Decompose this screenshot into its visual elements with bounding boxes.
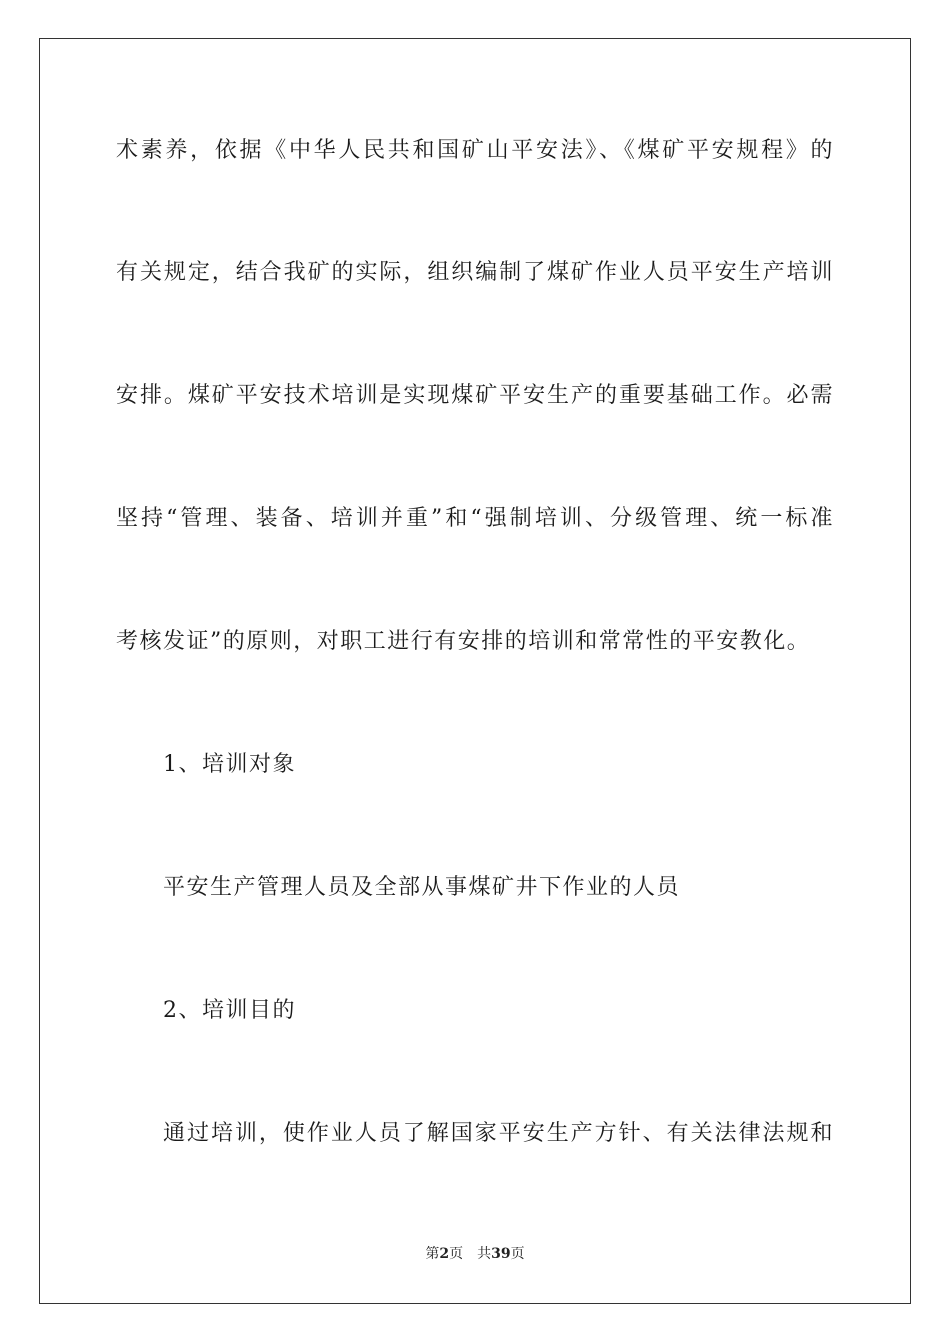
section-heading-1: 1、培训对象 [163, 752, 296, 777]
section-content-1: 平安生产管理人员及全部从事煤矿井下作业的人员 [163, 875, 681, 900]
body-line-5: 考核发证”的原则，对职工进行有安排的培训和常常性的平安教化。 [116, 629, 811, 654]
total-pages: 39 [491, 1246, 511, 1262]
total-suffix: 页 [510, 1246, 525, 1262]
body-line-1: 术素养，依据《中华人民共和国矿山平安法》、《煤矿平安规程》的 [116, 138, 834, 163]
page-border [39, 38, 911, 1304]
section-heading-2: 2、培训目的 [163, 998, 296, 1023]
body-line-2: 有关规定，结合我矿的实际，组织编制了煤矿作业人员平安生产培训 [116, 260, 834, 285]
page-suffix: 页 [449, 1246, 464, 1262]
total-prefix: 共 [477, 1246, 492, 1262]
body-line-3: 安排。煤矿平安技术培训是实现煤矿平安生产的重要基础工作。必需 [116, 383, 834, 408]
page-prefix: 第 [425, 1246, 440, 1262]
section-content-2: 通过培训，使作业人员了解国家平安生产方针、有关法律法规和 [163, 1121, 834, 1146]
page-footer [0, 1245, 950, 1263]
page-number: 2 [439, 1246, 450, 1262]
body-line-4: 坚持“管理、装备、培训并重”和“强制培训、分级管理、统一标准 [116, 506, 834, 531]
